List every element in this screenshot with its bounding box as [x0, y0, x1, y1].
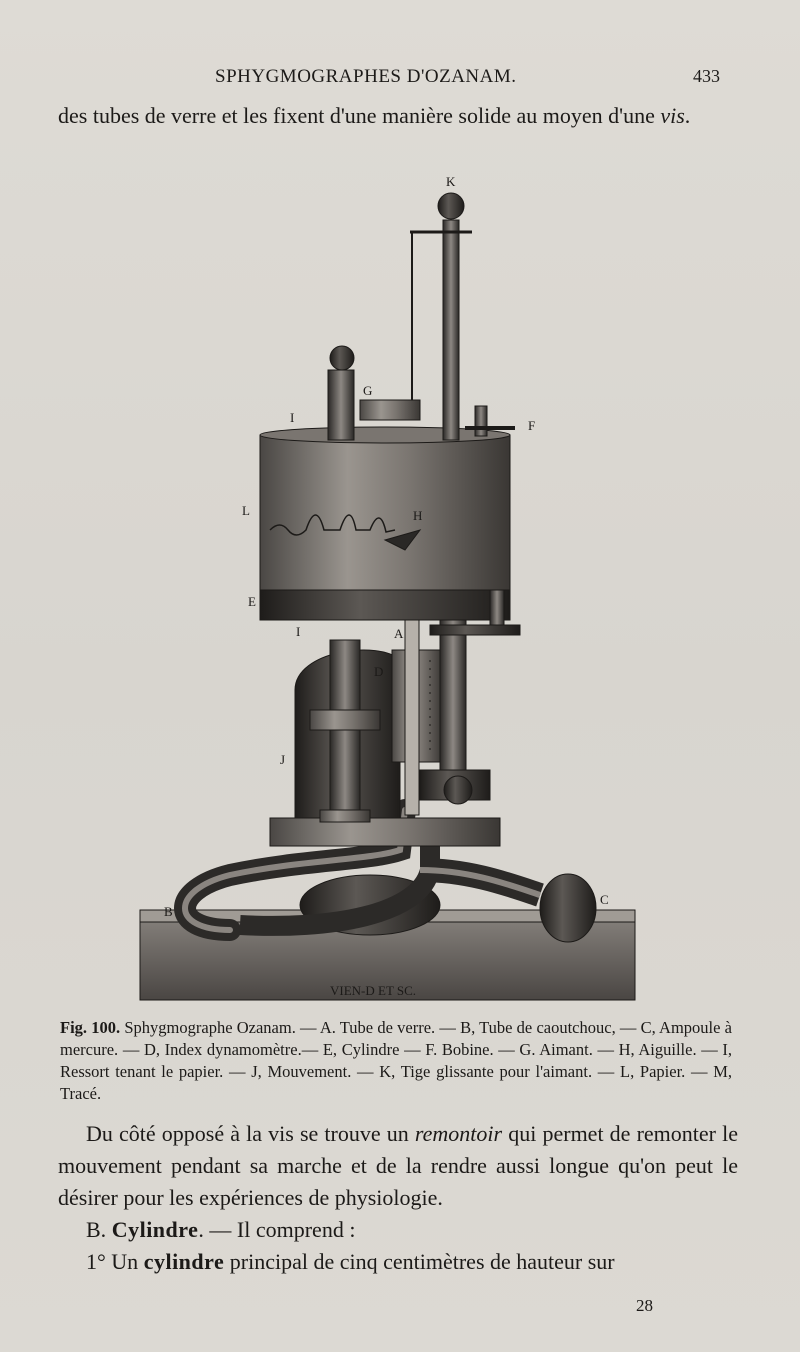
paragraph-cylindre [58, 1246, 738, 1278]
label-b: B [164, 904, 173, 919]
body-text [58, 1118, 738, 1278]
running-title: SPHYGMOGRAPHES D'OZANAM. [215, 66, 517, 87]
label-d: D [374, 664, 384, 679]
p1-italic: remontoir [414, 1121, 503, 1146]
label-i-top: I [290, 410, 295, 425]
top-paragraph-end: . [684, 103, 691, 128]
top-paragraph [58, 100, 738, 132]
page-number: 433 [693, 66, 720, 86]
mercury-ampoule [540, 874, 596, 942]
p3-end: principal de cinq centimètres de hauteur sur [224, 1249, 615, 1274]
label-g: G [363, 383, 373, 398]
label-j: J [280, 752, 286, 767]
caption-text: Sphygmographe Ozanam. — A. Tube de verre. — B, Tube de caoutchouc, — C, Ampoule à mercure. — D, Index dynamomètre.— E, Cylindre — F. Bobine. — G. Aimant. — H, Aiguille. — I, Ressort tenant le papier. — J, Mouvement. — K, Tige glissante pour l'aimant. — L, Papier. — M, Tracé. [60, 1018, 733, 1103]
p2-term: Cylindre [111, 1217, 199, 1242]
signature-number: 28 [636, 1296, 653, 1315]
figure-caption [60, 1017, 732, 1105]
recording-cylinder [260, 435, 510, 595]
section-heading-cylindre [58, 1214, 738, 1246]
label-i-bottom: I [296, 624, 301, 639]
p3-prefix: 1° Un [86, 1249, 144, 1274]
magnet [360, 400, 420, 420]
engraver-signature: VIEN-D ET SC. [330, 983, 417, 998]
sliding-rod [443, 220, 459, 440]
p1-text: Du côté opposé à la vis se trouve un [86, 1121, 415, 1146]
p2-prefix: B. [86, 1217, 112, 1242]
platform [270, 818, 500, 846]
p1-end: qui permet de remonter le mouvement pendant sa marche et de la rendre aussi longue qu'on peut le désirer pour les expériences de physiologie. [58, 1121, 738, 1210]
top-paragraph-italic: vis [660, 103, 685, 128]
page-header [60, 66, 720, 94]
p2-end: . — Il comprend : [198, 1217, 356, 1242]
p3-term: cylindre [143, 1249, 225, 1274]
label-a: A [394, 626, 404, 641]
sphygmograph-engraving [130, 170, 650, 1015]
label-f: F [528, 418, 536, 433]
label-h: H [413, 508, 423, 523]
label-e: E [248, 594, 256, 609]
label-c: C [600, 892, 609, 907]
paragraph-remontoir [58, 1118, 738, 1214]
label-l: L [242, 503, 250, 518]
figure-number: Fig. 100. [60, 1018, 121, 1037]
top-paragraph-text: des tubes de verre et les fixent d'une manière solide au moyen d'une [58, 103, 661, 128]
label-k: K [446, 174, 456, 189]
sphygmograph-figure [130, 170, 650, 1015]
bobbin [475, 406, 487, 436]
